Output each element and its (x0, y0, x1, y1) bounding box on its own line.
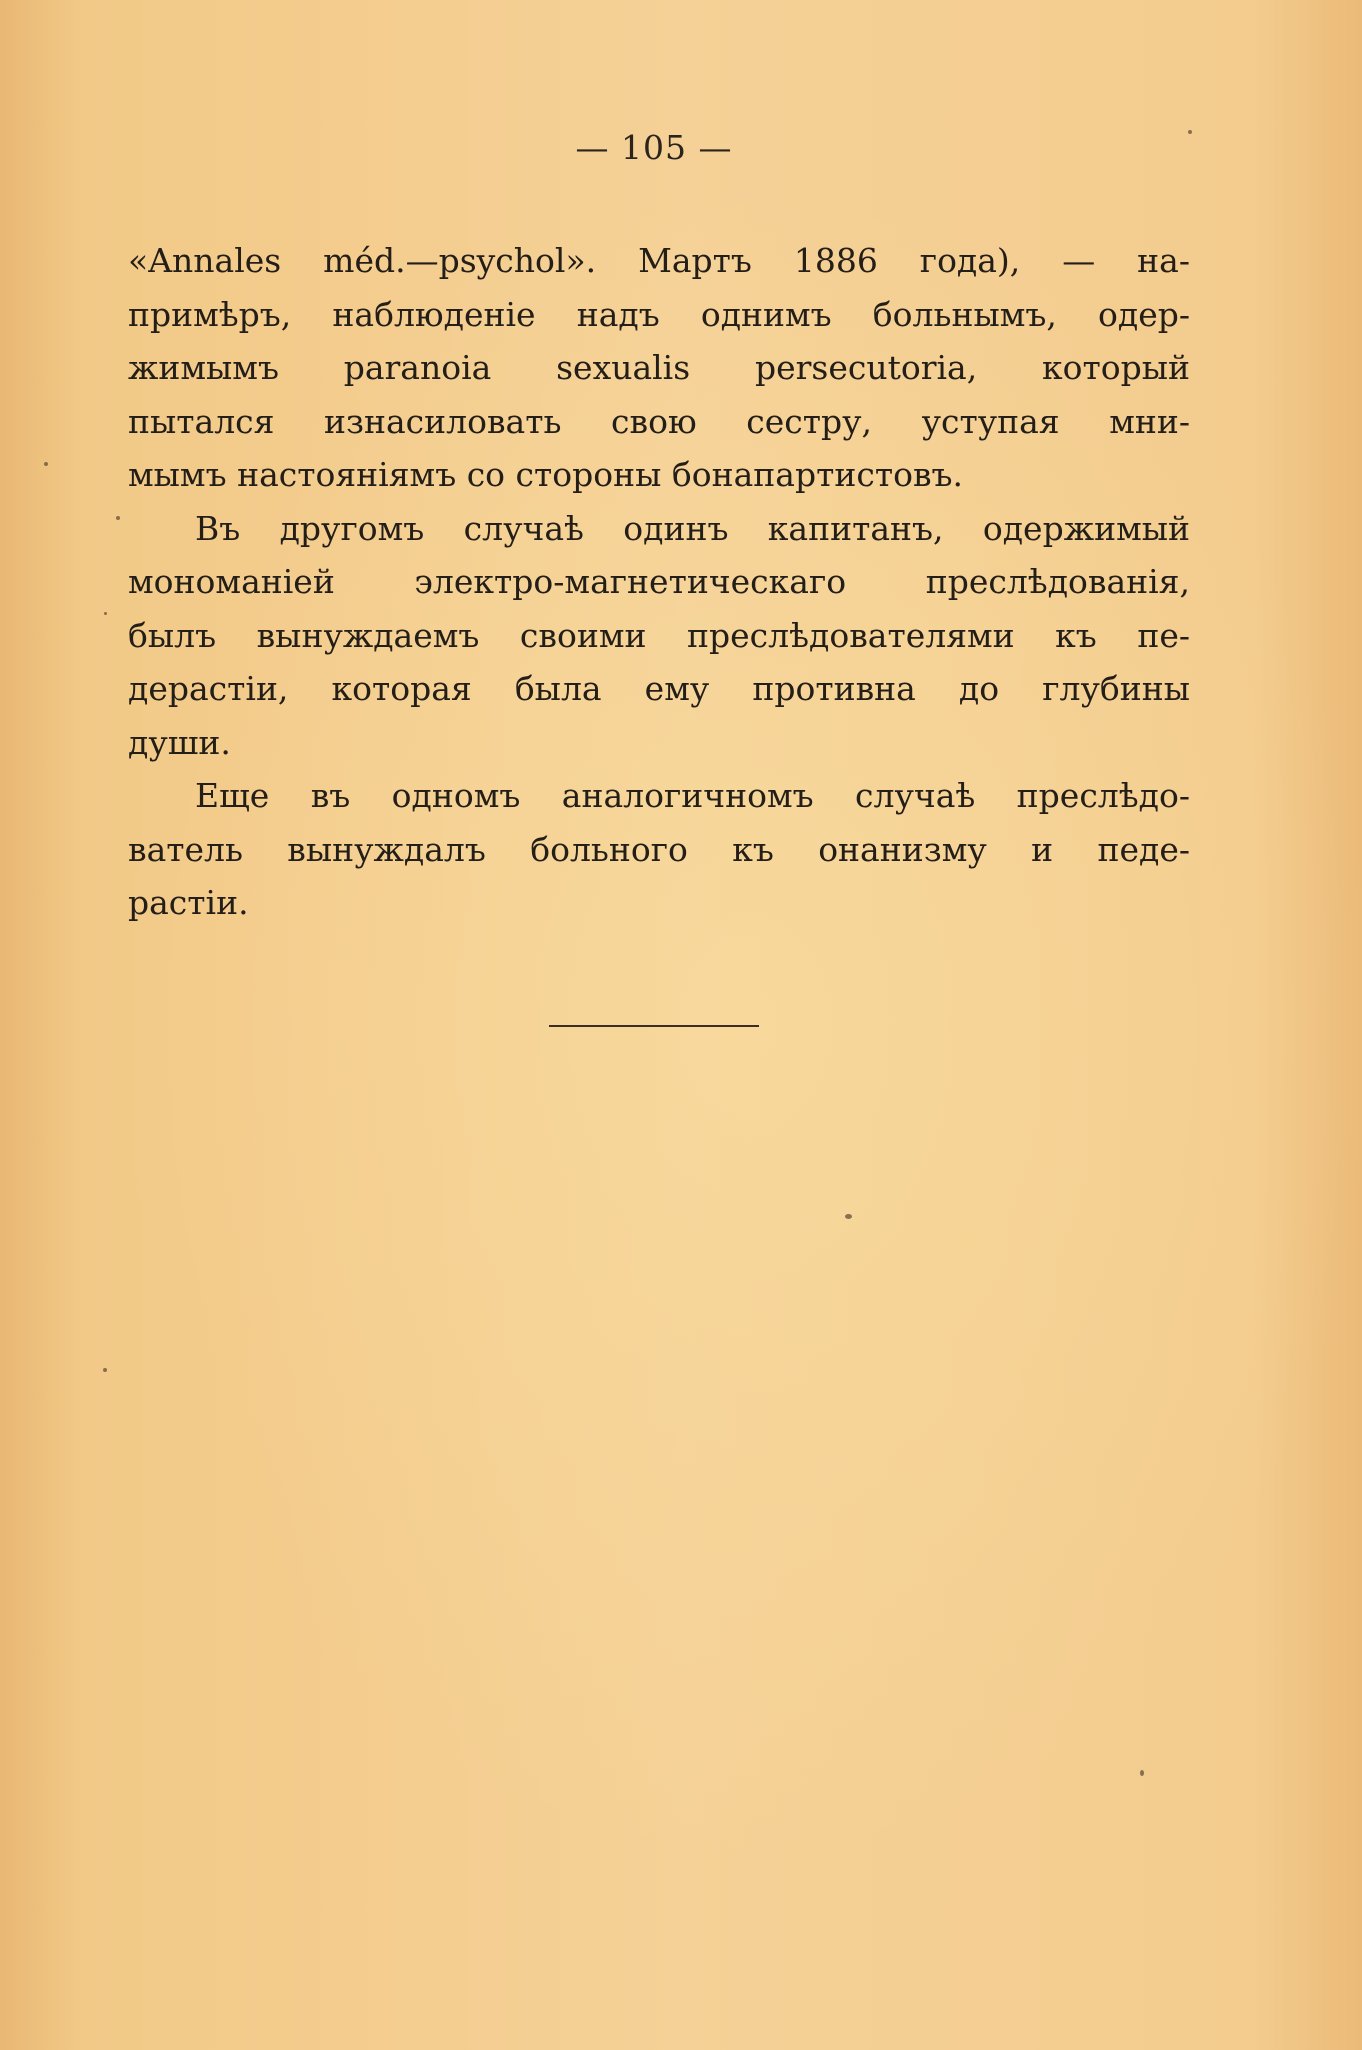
section-divider (549, 1025, 759, 1027)
paragraph-3 (128, 769, 1190, 930)
paper-speck (1188, 130, 1192, 134)
text-line: мономаніей электро-магнетическаго преслѣдованія, (128, 562, 1190, 601)
text-line: растіи. (128, 883, 249, 922)
paragraph-1 (128, 234, 1190, 502)
text-line: примѣръ, наблюденіе надъ однимъ больнымъ, одер- (128, 294, 1190, 334)
paper-speck (116, 516, 120, 520)
paper-speck (104, 612, 107, 615)
page-number: — 105 — (575, 128, 733, 167)
body-text (128, 234, 1190, 930)
text-line: Еще въ одномъ аналогичномъ случаѣ преслѣдо- (195, 776, 1190, 815)
text-line: былъ вынуждаемъ своими преслѣдователями къ пе- (128, 615, 1190, 655)
text-line: «Annales méd.—psychol». Мартъ 1886 года), — на- (128, 241, 1190, 280)
text-line: ватель вынуждалъ больного къ онанизму и педе- (128, 829, 1190, 869)
paper-speck (44, 462, 48, 466)
text-line: души. (128, 722, 231, 762)
paper-speck (1140, 1770, 1144, 1776)
text-line: Въ другомъ случаѣ одинъ капитанъ, одержимый (195, 508, 1190, 548)
text-line: мымъ настояніямъ со стороны бонапартистовъ. (128, 455, 964, 494)
text-line: жимымъ paranoia sexualis persecutoria, который (128, 348, 1190, 387)
paper-speck (845, 1214, 852, 1219)
text-line: пытался изнасиловать свою сестру, уступая мни- (128, 401, 1190, 441)
paper-speck (103, 1368, 107, 1372)
text-line: дерастіи, которая была ему противна до глубины (128, 669, 1190, 708)
paragraph-2 (128, 502, 1190, 770)
